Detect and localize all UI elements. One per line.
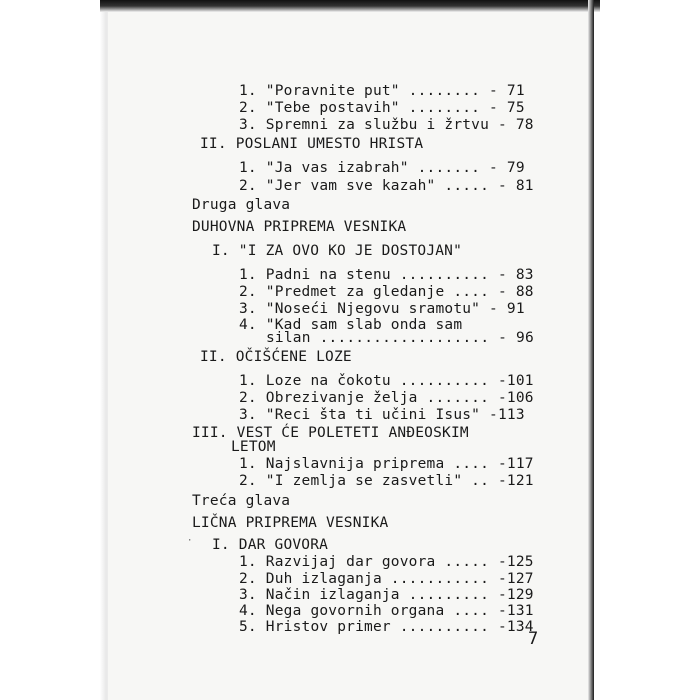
toc-entry: 1. "Ja vas izabrah" ....... - 79 (239, 160, 525, 176)
toc-entry: 3. Spremni za službu i žrtvu - 78 (239, 117, 534, 133)
toc-entry: 2. "I zemlja se zasvetli" .. -121 (239, 473, 534, 489)
section-heading: I. "I ZA OVO KO JE DOSTOJAN" (212, 243, 463, 259)
section-heading: III. VEST ĆE POLETETI ANĐEOSKIM (192, 425, 469, 441)
toc-entry: 2. "Jer vam sve kazah" ..... - 81 (239, 178, 534, 194)
toc-entry: 5. Hristov primer .......... -134 (239, 619, 534, 635)
toc-entry: 3. "Reci šta ti učini Isus" -113 (239, 407, 525, 423)
section-heading: I. DAR GOVORA (212, 537, 329, 553)
toc-entry: 1. Padni na stenu .......... - 83 (239, 267, 534, 283)
toc-entry: 3. Način izlaganja ......... -129 (239, 587, 534, 603)
toc-entry: 4. "Kad sam slab onda sam (239, 317, 463, 333)
toc-entry: 1. Loze na čokotu .......... -101 (239, 373, 534, 389)
toc-entry: 2. Duh izlaganja ........... -127 (239, 571, 534, 587)
toc-entry: 4. Nega govornih organa .... -131 (239, 603, 534, 619)
toc-entry: 2. "Tebe postavih" ........ - 75 (239, 100, 525, 116)
scan-margin-left (0, 0, 112, 700)
chapter-title: LIČNA PRIPREMA VESNIKA (192, 515, 389, 531)
toc-entry: 3. "Noseći Njegovu sramotu" - 91 (239, 301, 525, 317)
toc-entry: 2. "Predmet za gledanje .... - 88 (239, 284, 534, 300)
toc-entry-continuation: silan ................... - 96 (266, 330, 534, 346)
toc-entry: 1. Razvijaj dar govora ..... -125 (239, 554, 534, 570)
toc-entry: 1. "Poravnite put" ........ - 71 (239, 83, 525, 99)
chapter-title: DUHOVNA PRIPREMA VESNIKA (192, 219, 407, 235)
toc-entry: 2. Obrezivanje želja ....... -106 (239, 390, 534, 406)
toc-entry: 1. Najslavnija priprema .... -117 (239, 456, 534, 472)
scan-edge-right (588, 0, 594, 700)
scan-edge-top (100, 0, 600, 12)
section-heading-continuation: LETOM (231, 439, 276, 455)
print-speck: · (187, 536, 193, 546)
section-heading: II. POSLANI UMESTO HRISTA (200, 136, 424, 152)
page-number: 7 (528, 629, 539, 649)
chapter-label: Druga glava (192, 197, 291, 213)
section-heading: II. OČIŠĆENE LOZE (200, 349, 352, 365)
chapter-label: Treća glava (192, 493, 291, 509)
